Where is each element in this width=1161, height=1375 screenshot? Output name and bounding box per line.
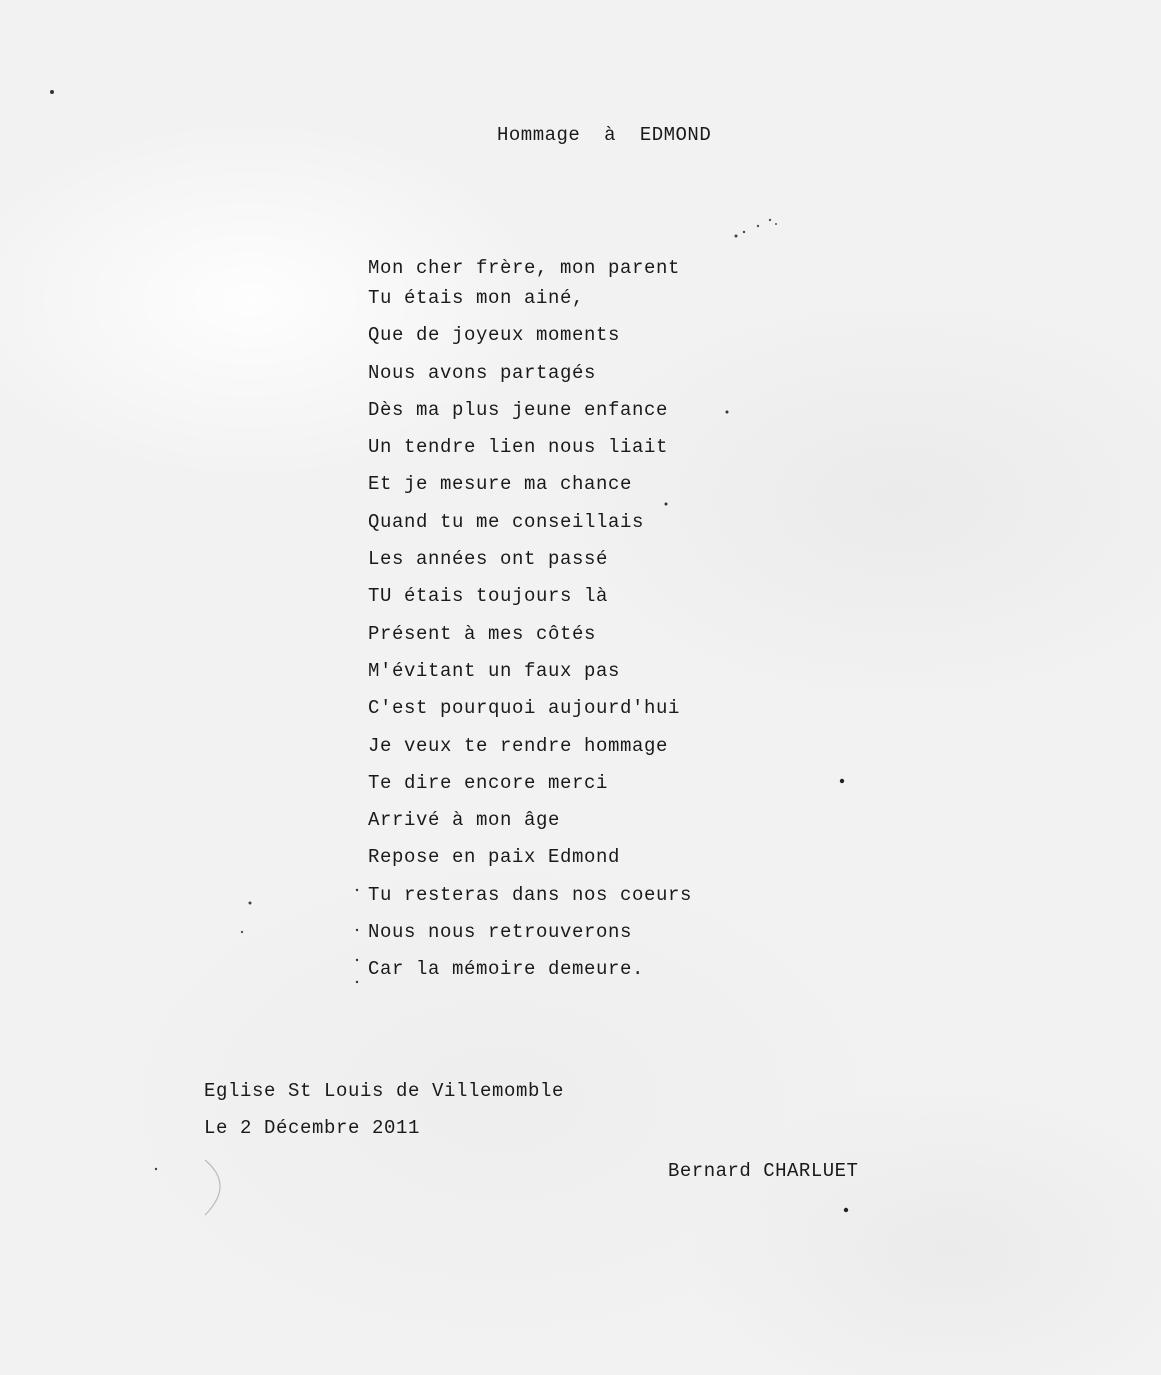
poem-line: Repose en paix Edmond [368, 846, 621, 869]
poem-line: TU étais toujours là [368, 585, 609, 608]
poem-line: Que de joyeux moments [368, 324, 621, 347]
poem-line: Les années ont passé [368, 548, 609, 571]
poem [368, 254, 692, 993]
poem-line: Tu resteras dans nos coeurs [368, 883, 693, 906]
poem-line: Quand tu me conseillais [368, 510, 645, 533]
poem-line: Présent à mes côtés [368, 622, 597, 645]
poem-line: Dès ma plus jeune enfance [368, 398, 669, 421]
poem-line: Arrivé à mon âge [368, 809, 561, 832]
poem-line: Te dire encore merci [368, 771, 609, 794]
poem-line: Car la mémoire demeure. [368, 958, 645, 981]
date-line: Le 2 Décembre 2011 [204, 1117, 421, 1139]
place-line: Eglise St Louis de Villemomble [204, 1080, 565, 1102]
poem-line: Nous nous retrouverons [368, 921, 633, 944]
poem-line: M'évitant un faux pas [368, 659, 621, 682]
poem-line: Nous avons partagés [368, 361, 597, 384]
poem-line: Mon cher frère, mon parent [368, 257, 681, 279]
poem-line: Un tendre lien nous liait [368, 436, 669, 459]
document-title: Hommage à EDMOND [497, 124, 712, 146]
poem-line: C'est pourquoi aujourd'hui [368, 697, 681, 720]
poem-line: Tu étais mon ainé, [368, 287, 585, 309]
poem-line: Et je mesure ma chance [368, 473, 633, 496]
author-signature: Bernard CHARLUET [668, 1160, 859, 1182]
poem-line: Je veux te rendre hommage [368, 734, 669, 757]
